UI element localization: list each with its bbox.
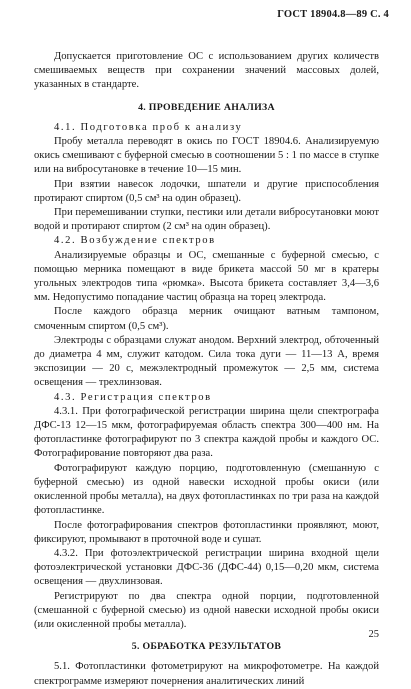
- paragraph-4-3-1-a: 4.3.1. При фотографической регистрации ширина щели спектрографа ДФС-13 12—15 мкм, фотографируемая область спектра 300—400 нм. На фотопластинке фотографируют по 3 спектра каждой пробы и каждого ОС. Фотографирование повторяют два раза.: [34, 405, 379, 460]
- paragraph-4-2-a: Анализируемые образцы и ОС, смешанные с буферной смесью, с помощью мерника помещают в виде брикета массой 50 мг в кратеры угольных электродов типа «рюмка». Высота брикета составляет 3,4—3,6 мм. Недопустимо попадание частиц образца на торец электрода.: [34, 249, 379, 304]
- section-5-heading: 5. ОБРАБОТКА РЕЗУЛЬТАТОВ: [131, 641, 282, 653]
- paragraph-4-3-2-b: Регистрируют по два спектра одной порции, подготовленной (смешанной с буферной смесью) из одной навески исходной пробы окиси (или окисленной пробы металла).: [34, 590, 379, 630]
- paragraph-4-2-b: После каждого образца мерник очищают ватным тампоном, смоченным спиртом (0,5 см³).: [34, 306, 379, 332]
- paragraph-4-3-1-b: Фотографируют каждую порцию, подготовленную (смешанную с буферной смесью) из одной навески исходной пробы окиси (или окисленной пробы металла), на двух фотопластинках по три раза на каждой фотопластинке.: [34, 462, 379, 517]
- paragraph-4-1-b: При взятии навесок лодочки, шпатели и другие приспособления протирают спиртом (0,5 см³ на один образец).: [34, 178, 379, 204]
- page-header: ГОСТ 18904.8—89 С. 4: [277, 9, 389, 20]
- intro-paragraph: Допускается приготовление ОС с использованием других количеств смешиваемых веществ при сохранении значений массовых долей, указанных в стандарте.: [34, 51, 379, 91]
- paragraph-4-2-c: Электроды с образцами служат анодом. Верхний электрод, обточенный до диаметра 4 мм, служит катодом. Сила тока дуги — 11—13 А, время экспозиции — 20 с, межэлектродный промежуток — 2,5 мм, система освещения — трехлинзовая.: [34, 334, 379, 389]
- paragraph-4-3-1-c: После фотографирования спектров фотопластинки проявляют, моют, фиксируют, промывают в проточной воде и сушат.: [34, 519, 379, 545]
- paragraph-4-1-a: Пробу металла переводят в окись по ГОСТ 18904.6. Анализируемую окись смешивают с буферной смесью в соотношении 5 : 1 по массе в ступке или на вибросутановке в течение 10—15 мин.: [34, 136, 379, 176]
- subsection-4-1-title: 4.1. Подготовка проб к анализу: [54, 121, 243, 133]
- page-number: 25: [368, 629, 379, 640]
- subsection-4-3-title: 4.3. Регистрация спектров: [54, 391, 212, 403]
- paragraph-4-1-c: При перемешивании ступки, пестики или детали вибросутановки моют водой и протирают спиртом (2 см³ на один образец).: [34, 207, 379, 233]
- paragraph-4-3-2-a: 4.3.2. При фотоэлектрической регистрации ширина входной щели фотоэлектрической установки ДФС-36 (ДФС-44) 0,15—0,20 мкм, система освещения — двухлинзовая.: [34, 547, 379, 588]
- paragraph-5-1: 5.1. Фотопластинки фотометрируют на микрофотометре. На каждой спектрограмме измеряют почернения аналитических линий: [34, 661, 379, 687]
- subsection-4-2-title: 4.2. Возбуждение спектров: [54, 235, 216, 247]
- document-body: [34, 50, 379, 689]
- section-4-heading: 4. ПРОВЕДЕНИЕ АНАЛИЗА: [138, 101, 275, 113]
